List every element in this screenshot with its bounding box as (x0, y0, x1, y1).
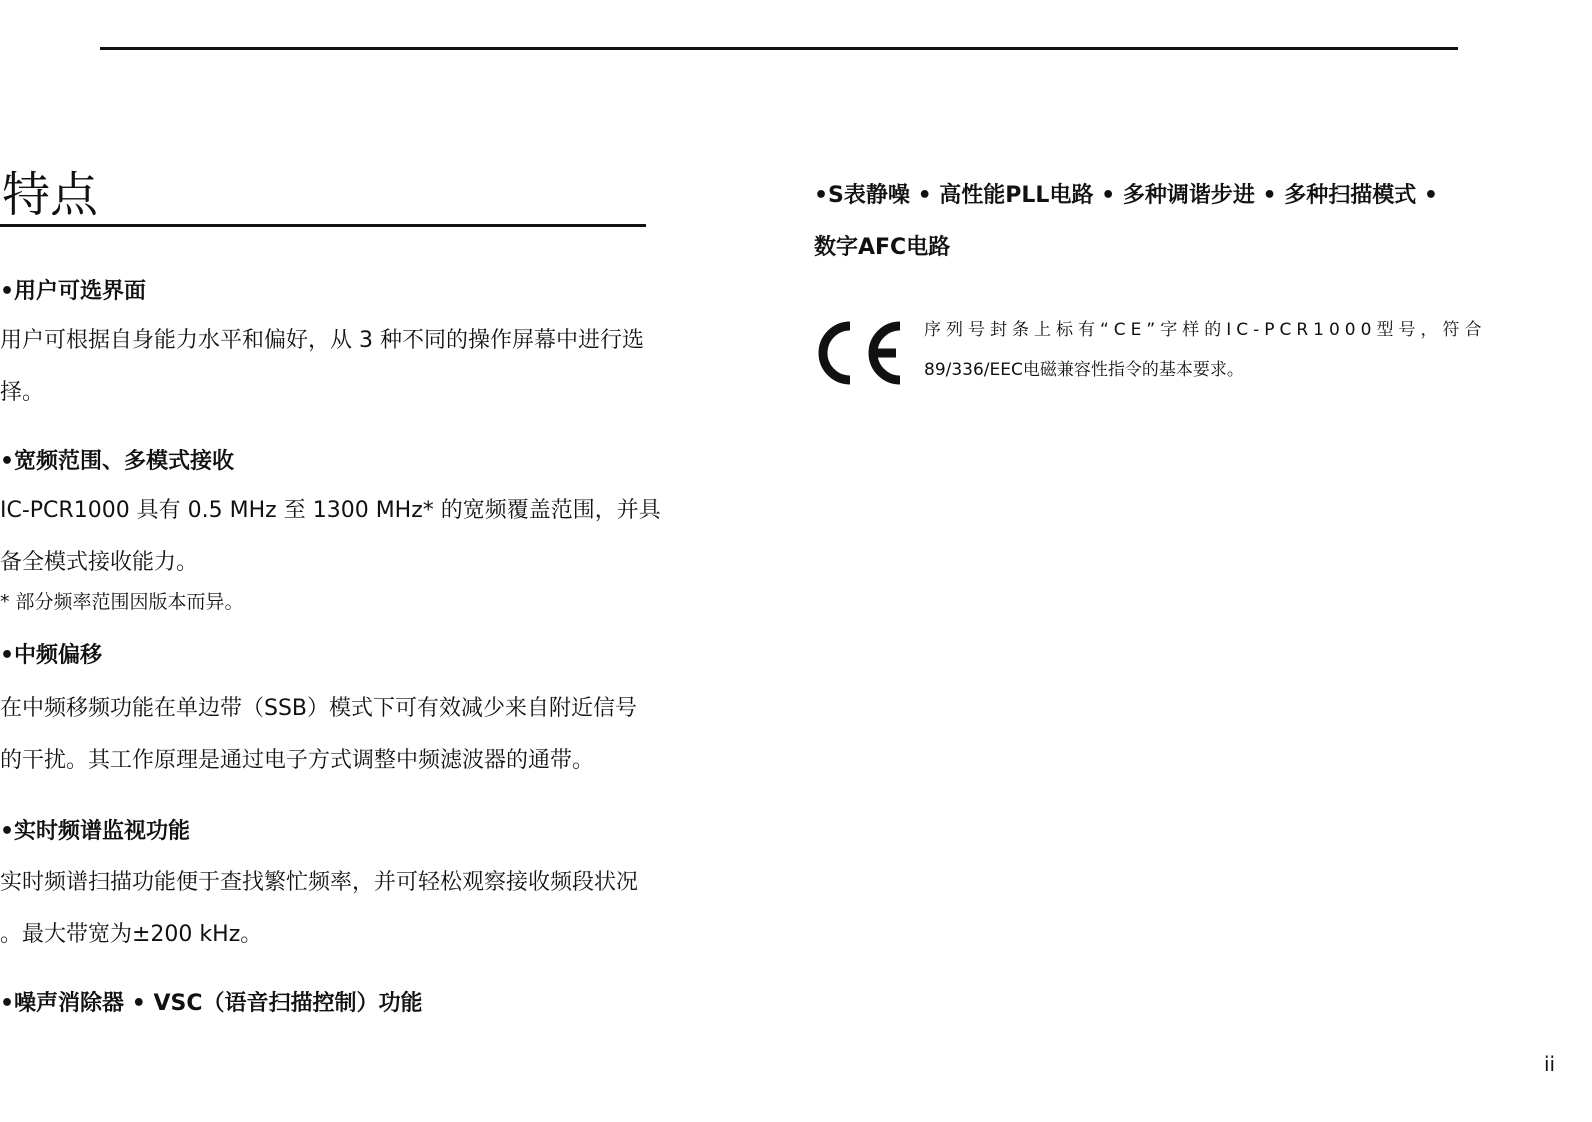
left-column (0, 166, 720, 1019)
feature-if-shift (0, 641, 720, 787)
feature-body-line: IC-PCR1000 具有 0.5 MHz 至 1300 MHz* 的宽频覆盖范围，并具 (0, 498, 661, 523)
feature-heading: •实时频谱监视功能 (0, 819, 191, 844)
feature-user-interface (0, 277, 720, 419)
feature-body (0, 315, 712, 419)
feature-body (0, 683, 712, 787)
feature-body-line: 用户可根据自身能力水平和偏好，从 3 种不同的操作屏幕中进行选 (0, 328, 644, 353)
feature-heading: •噪声消除器 • VSC（语音扫描控制）功能 (0, 991, 423, 1016)
feature-heading: •中频偏移 (0, 643, 103, 668)
feature-spectrum-monitor (0, 817, 720, 961)
feature-heading: •宽频范围、多模式接收 (0, 449, 235, 474)
feature-footnote: * 部分频率范围因版本而异。 (0, 591, 244, 613)
title-underline (0, 224, 646, 227)
ce-notice-line: 序列号封条上标有“CE”字样的IC-PCR1000型号，符合 (924, 320, 1487, 340)
feature-body-line: 的干扰。其工作原理是通过电子方式调整中频滤波器的通带。 (0, 748, 595, 773)
feature-wideband-reception (0, 447, 720, 615)
feature-summary-heading (814, 170, 1464, 274)
ce-notice-line: 89/336/EEC电磁兼容性指令的基本要求。 (924, 360, 1244, 380)
ce-notice (814, 310, 1487, 400)
right-column (814, 170, 1487, 400)
feature-body (0, 857, 712, 961)
feature-body-line: 在中频移频功能在单边带（SSB）模式下可有效减少来自附近信号 (0, 696, 638, 721)
feature-body-line: 。最大带宽为±200 kHz。 (0, 922, 263, 947)
feature-body-line: 实时频谱扫描功能便于查找繁忙频率，并可轻松观察接收频段状况 (0, 870, 639, 895)
page-number: ii (1544, 1052, 1556, 1076)
feature-body-line: 备全模式接收能力。 (0, 550, 199, 575)
feature-summary-line: 数字AFC电路 (814, 235, 951, 260)
feature-body-line: 择。 (0, 380, 45, 405)
ce-mark-icon (814, 320, 904, 386)
page-title: 特点 (2, 167, 99, 223)
feature-summary-line: •S表静噪 • 高性能PLL电路 • 多种调谐步进 • 多种扫描模式 • (814, 183, 1438, 208)
top-rule (100, 47, 1458, 50)
feature-body (0, 485, 712, 589)
feature-noise-blanker-vsc (0, 989, 720, 1019)
ce-notice-text (924, 310, 1487, 390)
feature-heading: •用户可选界面 (0, 279, 147, 304)
